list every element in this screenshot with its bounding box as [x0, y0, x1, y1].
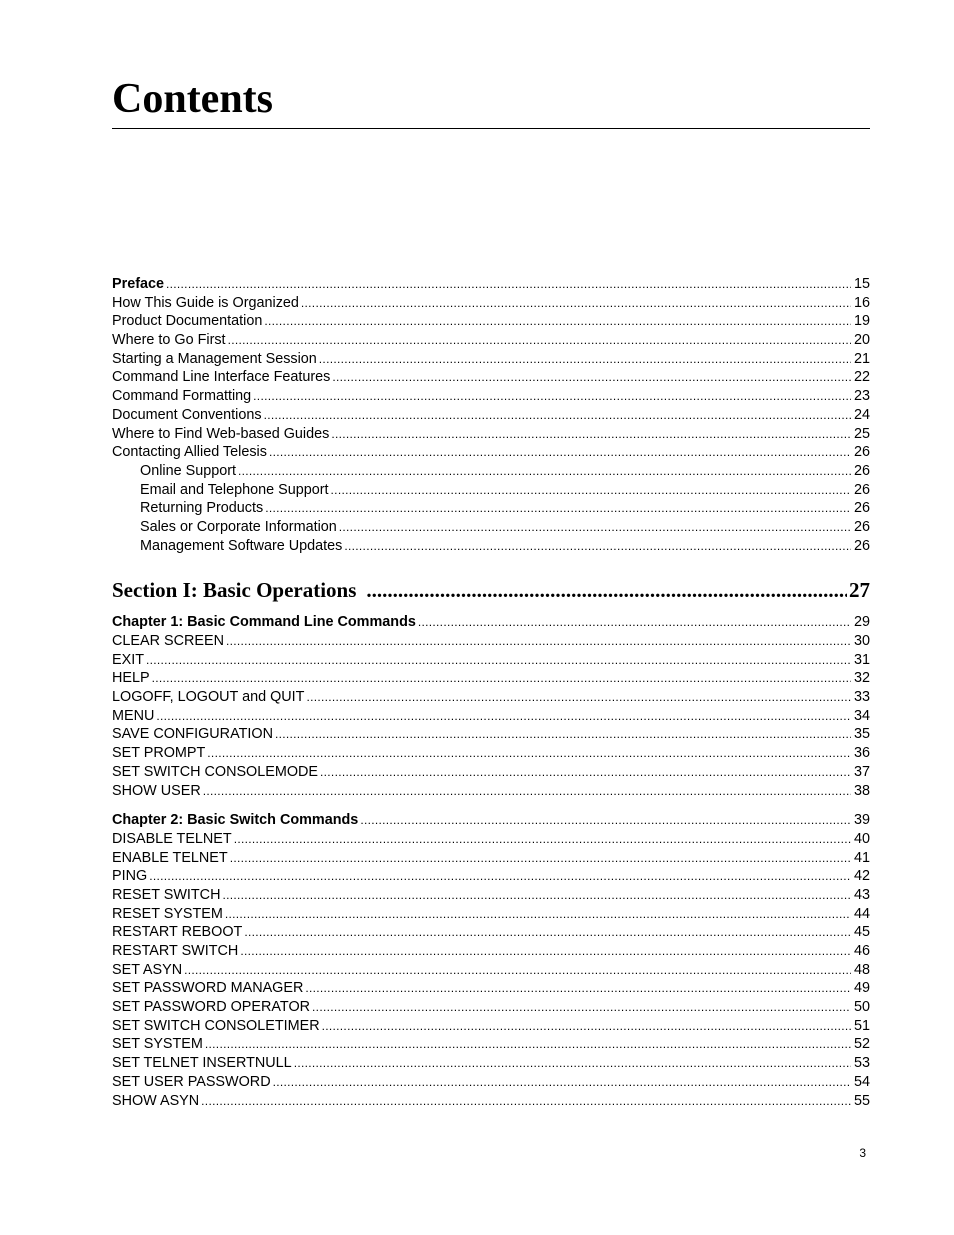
toc-leader-dots — [332, 368, 851, 387]
toc-entry-label: Where to Go First — [112, 332, 226, 349]
toc-entry[interactable] — [112, 830, 870, 849]
toc-leader-dots — [207, 744, 851, 763]
toc-entry-label: SET PROMPT — [112, 745, 206, 762]
toc-entry-label: Returning Products — [140, 500, 264, 517]
toc-entry[interactable] — [112, 425, 870, 444]
toc-entry-page: 45 — [853, 924, 870, 941]
toc-leader-dots — [152, 669, 851, 688]
toc-entry-label: Document Conventions — [112, 406, 262, 423]
page-number: 3 — [859, 1146, 866, 1160]
toc-leader-dots — [305, 979, 851, 998]
toc-entry-label: LOGOFF, LOGOUT and QUIT — [112, 689, 305, 706]
toc-entry-page: 52 — [853, 1036, 870, 1053]
toc-entry-label: SHOW USER — [112, 782, 201, 799]
toc-entry-label: SET PASSWORD OPERATOR — [112, 999, 311, 1016]
group-spacer — [112, 800, 870, 811]
toc-entry-page: 34 — [853, 707, 870, 724]
toc-entry[interactable] — [112, 998, 870, 1017]
toc-leader-dots — [339, 518, 851, 537]
toc-entry-page: 25 — [853, 425, 870, 442]
toc-leader-dots — [322, 1017, 851, 1036]
toc-entry[interactable] — [112, 537, 870, 556]
toc-leader-dots — [312, 998, 851, 1017]
table-of-contents — [112, 275, 870, 1110]
toc-leader-dots — [331, 425, 851, 444]
toc-entry-page: 42 — [853, 868, 870, 885]
toc-entry[interactable] — [112, 518, 870, 537]
toc-entry-label: RESTART SWITCH — [112, 943, 239, 959]
toc-entry-label: Product Documentation — [112, 313, 263, 330]
toc-entry-label: Starting a Management Session — [112, 350, 317, 367]
toc-entry-page: 46 — [853, 943, 870, 959]
toc-leader-dots — [269, 443, 851, 462]
toc-leader-dots — [360, 811, 851, 830]
toc-leader-dots — [366, 577, 847, 603]
toc-leader-dots — [344, 537, 851, 556]
toc-entry[interactable] — [112, 905, 870, 924]
toc-leader-dots — [273, 1073, 851, 1092]
toc-section-page: 27 — [849, 578, 870, 603]
toc-section-label: Section I: Basic Operations — [112, 578, 357, 603]
toc-entry-page: 54 — [853, 1073, 870, 1090]
title-rule — [112, 128, 870, 129]
toc-entry-page: 31 — [853, 651, 870, 668]
toc-leader-dots — [275, 725, 851, 744]
toc-entry-page: 50 — [853, 999, 870, 1016]
toc-leader-dots — [222, 886, 851, 905]
toc-entry[interactable] — [112, 481, 870, 500]
toc-leader-dots — [301, 294, 851, 313]
toc-entry-page: 33 — [853, 689, 870, 706]
toc-entry-page: 37 — [853, 763, 870, 780]
toc-leader-dots — [146, 651, 851, 670]
toc-entry-label: Sales or Corporate Information — [140, 518, 337, 535]
toc-entry[interactable] — [112, 1092, 870, 1111]
toc-leader-dots — [226, 632, 851, 651]
toc-entry-label: SET TELNET INSERTNULL — [112, 1055, 292, 1072]
toc-entry-label: Where to Find Web-based Guides — [112, 425, 330, 442]
toc-leader-dots — [306, 688, 851, 707]
toc-leader-dots — [331, 481, 851, 500]
toc-entry-page: 35 — [853, 726, 870, 743]
toc-entry-label: SET ASYN — [112, 961, 183, 978]
toc-entry-page: 44 — [853, 905, 870, 922]
toc-section-entry[interactable] — [112, 577, 870, 603]
toc-entry-label: Chapter 1: Basic Command Line Commands — [112, 614, 416, 631]
toc-leader-dots — [265, 499, 851, 518]
toc-entry[interactable] — [112, 1073, 870, 1092]
toc-leader-dots — [238, 462, 851, 481]
toc-entry-label: SET PASSWORD MANAGER — [112, 980, 304, 997]
toc-entry-label: SHOW ASYN — [112, 1092, 200, 1109]
toc-group-chapter-2 — [112, 811, 870, 1110]
toc-entry-label: PING — [112, 868, 148, 885]
toc-entry[interactable] — [112, 744, 870, 763]
toc-leader-dots — [156, 707, 851, 726]
toc-entry-page: 32 — [853, 670, 870, 687]
toc-entry[interactable] — [112, 312, 870, 331]
toc-leader-dots — [203, 782, 851, 801]
toc-entry-page: 26 — [853, 500, 870, 517]
toc-entry-label: SET USER PASSWORD — [112, 1073, 271, 1090]
toc-entry-label: Command Formatting — [112, 388, 252, 405]
toc-entry-label: RESET SWITCH — [112, 886, 221, 903]
toc-entry[interactable] — [112, 1017, 870, 1036]
toc-entry-page: 26 — [853, 537, 870, 554]
toc-entry-label: Command Line Interface Features — [112, 369, 331, 386]
toc-entry[interactable] — [112, 1035, 870, 1054]
toc-entry-page: 19 — [853, 313, 870, 330]
toc-entry[interactable] — [112, 763, 870, 782]
toc-entry-page: 20 — [853, 332, 870, 349]
toc-leader-dots — [201, 1092, 851, 1111]
toc-entry-label: ENABLE TELNET — [112, 849, 228, 866]
toc-leader-dots — [319, 350, 851, 369]
toc-leader-dots — [264, 312, 851, 331]
toc-entry-page: 26 — [853, 444, 870, 461]
toc-entry-label: RESET SYSTEM — [112, 905, 223, 922]
toc-leader-dots — [184, 961, 851, 980]
toc-leader-dots — [228, 331, 851, 350]
toc-entry-page: 24 — [853, 406, 870, 423]
toc-entry-page: 48 — [853, 961, 870, 978]
toc-entry-label: Chapter 2: Basic Switch Commands — [112, 812, 359, 829]
toc-entry-page: 16 — [853, 294, 870, 311]
toc-entry-page: 43 — [853, 886, 870, 903]
toc-leader-dots — [149, 867, 851, 886]
toc-entry-label: Email and Telephone Support — [140, 481, 329, 498]
toc-entry-page: 41 — [853, 849, 870, 866]
toc-entry[interactable] — [112, 782, 870, 801]
toc-entry-page: 23 — [853, 388, 870, 405]
toc-entry[interactable] — [112, 294, 870, 313]
toc-entry-page: 26 — [853, 518, 870, 535]
toc-group-preface — [112, 275, 870, 555]
toc-leader-dots — [225, 905, 851, 924]
toc-entry-label: SET SWITCH CONSOLETIMER — [112, 1017, 320, 1034]
toc-entry[interactable] — [112, 499, 870, 518]
toc-entry[interactable] — [112, 387, 870, 406]
toc-leader-dots — [418, 613, 851, 632]
toc-entry[interactable] — [112, 942, 870, 961]
toc-leader-dots — [320, 763, 851, 782]
toc-entry[interactable] — [112, 368, 870, 387]
toc-entry-label: RESTART REBOOT — [112, 924, 243, 941]
toc-entry-page: 36 — [853, 745, 870, 762]
toc-entry[interactable] — [112, 632, 870, 651]
toc-entry[interactable] — [112, 979, 870, 998]
toc-entry[interactable] — [112, 462, 870, 481]
toc-entry-label: CLEAR SCREEN — [112, 633, 224, 649]
toc-entry[interactable] — [112, 651, 870, 670]
toc-entry-label: Contacting Allied Telesis — [112, 444, 267, 461]
toc-entry-page: 55 — [853, 1092, 870, 1109]
toc-entry-label: HELP — [112, 670, 150, 687]
toc-entry[interactable] — [112, 350, 870, 369]
toc-entry-page: 21 — [853, 350, 870, 367]
toc-chapter-entry[interactable] — [112, 811, 870, 830]
toc-chapter-entry[interactable] — [112, 613, 870, 632]
toc-leader-dots — [166, 275, 851, 294]
toc-entry-page: 39 — [853, 812, 870, 829]
toc-leader-dots — [234, 830, 851, 849]
toc-entry-page: 29 — [853, 614, 870, 631]
toc-entry-page: 15 — [853, 276, 870, 292]
toc-group-chapter-1 — [112, 613, 870, 800]
toc-entry[interactable] — [112, 406, 870, 425]
toc-entry-page: 26 — [853, 481, 870, 498]
toc-entry-label: EXIT — [112, 651, 144, 668]
toc-entry-label: SAVE CONFIGURATION — [112, 726, 273, 743]
toc-leader-dots — [244, 923, 851, 942]
toc-leader-dots — [294, 1054, 851, 1073]
toc-entry[interactable] — [112, 923, 870, 942]
toc-entry[interactable] — [112, 961, 870, 980]
toc-entry[interactable] — [112, 688, 870, 707]
toc-entry-page: 38 — [853, 782, 870, 799]
toc-entry-label: MENU — [112, 707, 155, 724]
toc-entry[interactable] — [112, 669, 870, 688]
toc-entry-page: 26 — [853, 462, 870, 479]
toc-entry-page: 53 — [853, 1055, 870, 1072]
toc-chapter-entry[interactable] — [112, 275, 870, 294]
toc-entry-label: SET SWITCH CONSOLEMODE — [112, 763, 319, 780]
toc-entry-label: SET SYSTEM — [112, 1036, 203, 1053]
toc-entry[interactable] — [112, 725, 870, 744]
page-title: Contents — [112, 76, 274, 122]
toc-leader-dots — [240, 942, 851, 961]
toc-leader-dots — [253, 387, 851, 406]
toc-leader-dots — [264, 406, 851, 425]
toc-leader-dots — [205, 1035, 851, 1054]
toc-entry[interactable] — [112, 867, 870, 886]
toc-entry[interactable] — [112, 886, 870, 905]
toc-entry-label: Management Software Updates — [140, 537, 343, 554]
toc-entry[interactable] — [112, 1054, 870, 1073]
toc-entry[interactable] — [112, 707, 870, 726]
toc-entry-page: 51 — [853, 1017, 870, 1034]
toc-entry-page: 40 — [853, 830, 870, 847]
toc-entry-label: How This Guide is Organized — [112, 294, 299, 311]
toc-entry-page: 49 — [853, 980, 870, 997]
toc-entry[interactable] — [112, 331, 870, 350]
toc-entry-label: Preface — [112, 276, 165, 292]
toc-entry[interactable] — [112, 443, 870, 462]
toc-entry-page: 22 — [853, 369, 870, 386]
toc-entry-page: 30 — [853, 633, 870, 649]
toc-entry-label: Online Support — [140, 462, 236, 479]
toc-entry[interactable] — [112, 849, 870, 868]
toc-entry-label: DISABLE TELNET — [112, 830, 232, 847]
toc-leader-dots — [230, 849, 851, 868]
